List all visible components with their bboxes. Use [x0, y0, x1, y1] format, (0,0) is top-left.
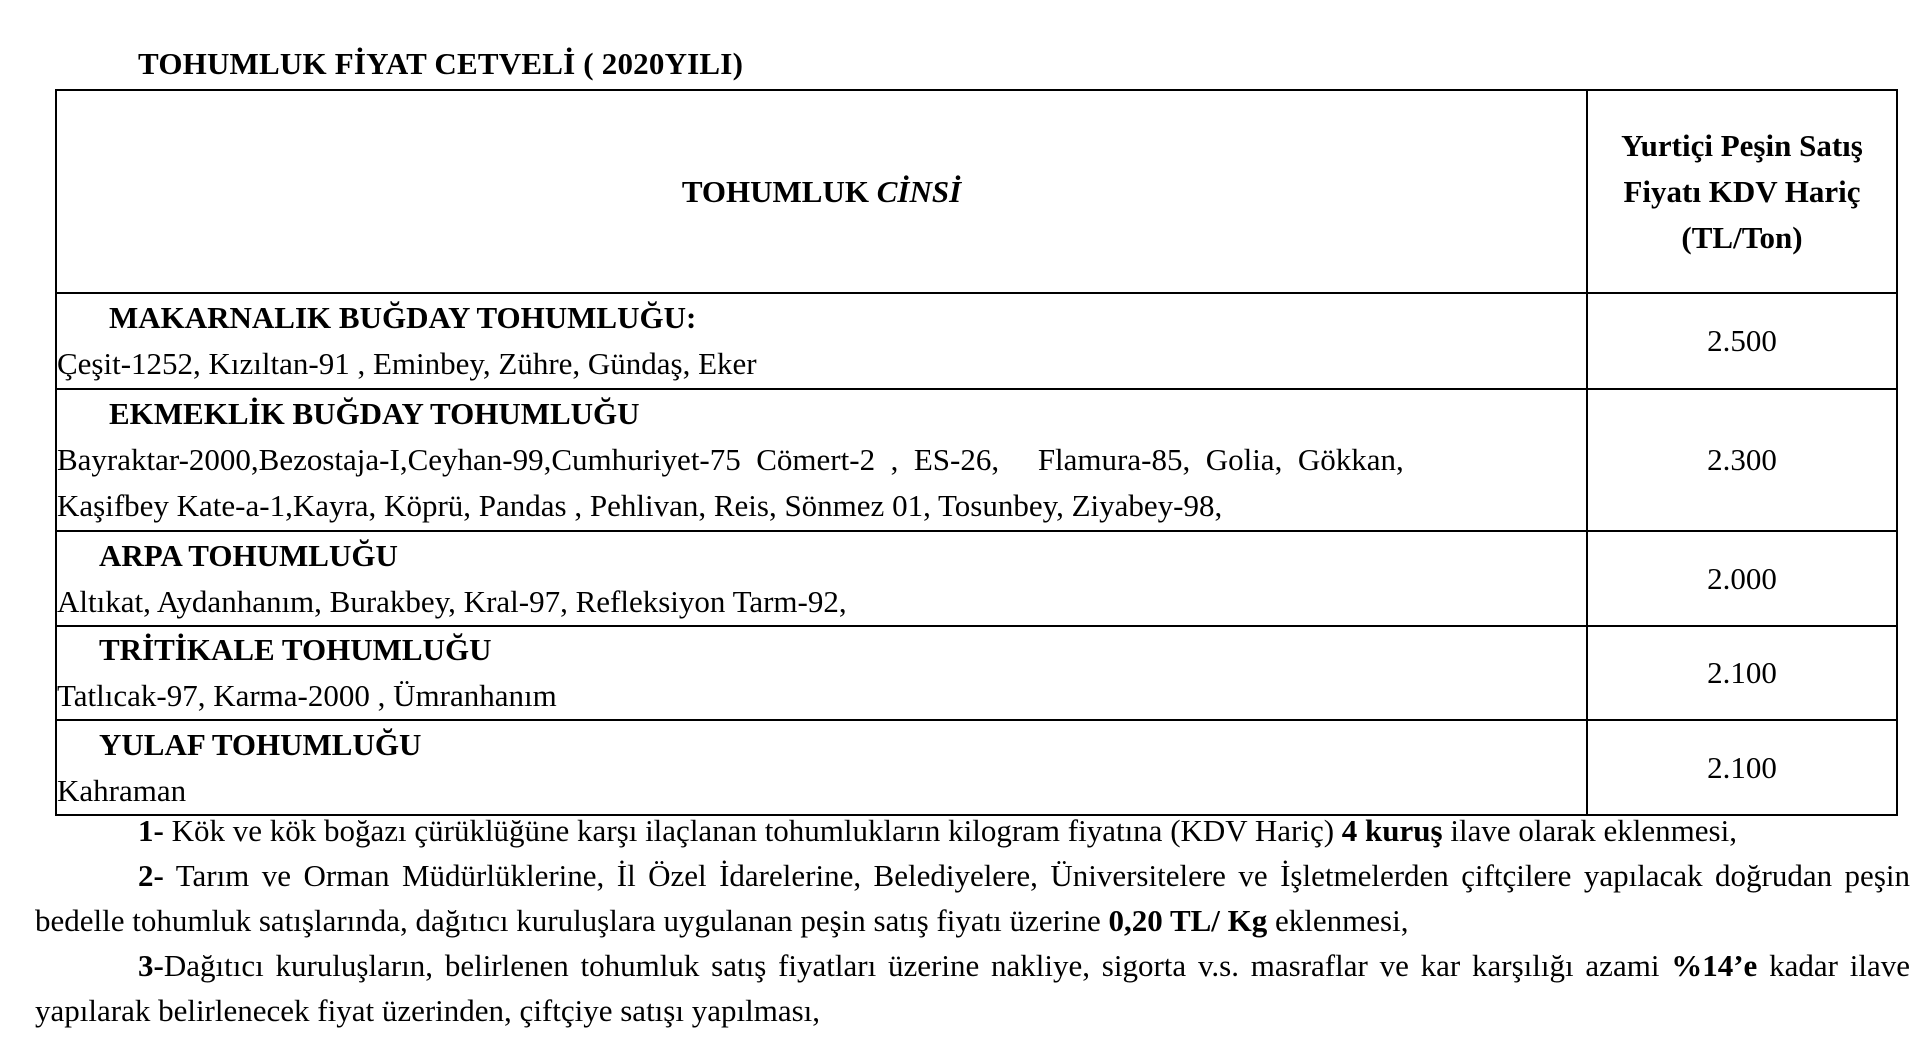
note-number: 1-: [138, 813, 164, 848]
header-seed-type-italic: CİNSİ: [876, 173, 962, 209]
category-name: ARPA TOHUMLUĞU: [99, 537, 398, 573]
category-name: EKMEKLİK BUĞDAY TOHUMLUĞU: [109, 396, 640, 431]
note-text: Kök ve kök boğazı çürüklüğüne karşı ilaçlanan tohumlukların kilogram fiyatına (KDV Hariç): [163, 813, 1342, 848]
table-row: [56, 531, 1897, 626]
variety-list: Altıkat, Aydanhanım, Burakbey, Kral-97, Refleksiyon Tarm-92,: [57, 583, 847, 619]
notes-section: [35, 808, 1910, 1033]
price-cell: 2.300: [1587, 389, 1897, 531]
note-emphasis: 0,20 TL/ Kg: [1108, 903, 1268, 938]
table-row: [56, 626, 1897, 720]
category-cell: [56, 626, 1587, 720]
note-text: eklenmesi,: [1267, 903, 1409, 938]
price-cell: 2.500: [1587, 293, 1897, 389]
category-cell: [56, 720, 1587, 815]
category-cell: [56, 389, 1587, 531]
table-row: [56, 389, 1897, 531]
note-emphasis: %14’e: [1671, 948, 1758, 983]
category-cell: [56, 293, 1587, 389]
variety-list: Çeşit-1252, Kızıltan-91 , Eminbey, Zühre, Gündaş, Eker: [57, 346, 757, 381]
category-cell: [56, 531, 1587, 626]
variety-list: Bayraktar-2000,Bezostaja-I,Ceyhan-99,Cumhuriyet-75 Cömert-2 , ES-26, Flamura-85, Golia, Gökkan,: [57, 442, 1404, 477]
price-cell: 2.000: [1587, 531, 1897, 626]
note-emphasis: 4 kuruş: [1341, 813, 1443, 848]
price-cell: 2.100: [1587, 720, 1897, 815]
note-text: kadar ilave yapılarak belirlenecek fiyat üzerinden, çiftçiye satışı yapılması,: [35, 948, 1910, 1028]
header-price: [1587, 90, 1897, 293]
header-seed-type: [56, 90, 1587, 293]
document-title: TOHUMLUK FİYAT CETVELİ ( 2020YILI): [138, 46, 744, 81]
note-3: [35, 943, 1910, 1033]
variety-list: Tatlıcak-97, Karma-2000 , Ümranhanım: [57, 678, 557, 713]
note-number: 2-: [138, 858, 164, 893]
note-number: 3-: [138, 948, 164, 983]
note-text: ilave olarak eklenmesi,: [1442, 813, 1737, 848]
note-1: [35, 808, 1910, 853]
header-price-line: Yurtiçi Peşin Satış: [1621, 127, 1863, 163]
variety-list: Kaşifbey Kate-a-1,Kayra, Köprü, Pandas , Pehlivan, Reis, Sönmez 01, Tosunbey, Ziyabey-98,: [57, 488, 1223, 523]
seed-price-table: [55, 89, 1898, 816]
table-header-row: [56, 90, 1897, 293]
price-cell: 2.100: [1587, 626, 1897, 720]
category-name: YULAF TOHUMLUĞU: [99, 726, 422, 762]
header-seed-type-prefix: TOHUMLUK: [681, 173, 877, 209]
note-2: [35, 853, 1910, 943]
note-text: Tarım ve Orman Müdürlüklerine, İl Özel İdarelerine, Belediyelere, Üniversitelere ve İşletmelerden çiftçilere yapılacak doğrudan peşin bedelle tohumluk satışlarında, dağıtıcı kuruluşlara uygulanan peşin satış fiyatı üzerine: [35, 858, 1910, 938]
header-price-line: (TL/Ton): [1681, 219, 1803, 255]
table-row: [56, 293, 1897, 389]
category-name: MAKARNALIK BUĞDAY TOHUMLUĞU:: [109, 300, 697, 335]
variety-list: Kahraman: [57, 772, 187, 808]
table-row: [56, 720, 1897, 815]
category-name: TRİTİKALE TOHUMLUĞU: [99, 632, 492, 667]
header-price-line: Fiyatı KDV Hariç: [1623, 173, 1861, 209]
note-text: Dağıtıcı kuruluşların, belirlenen tohumluk satış fiyatları üzerine nakliye, sigorta v.s. masraflar ve kar karşılığı azami: [163, 948, 1672, 983]
